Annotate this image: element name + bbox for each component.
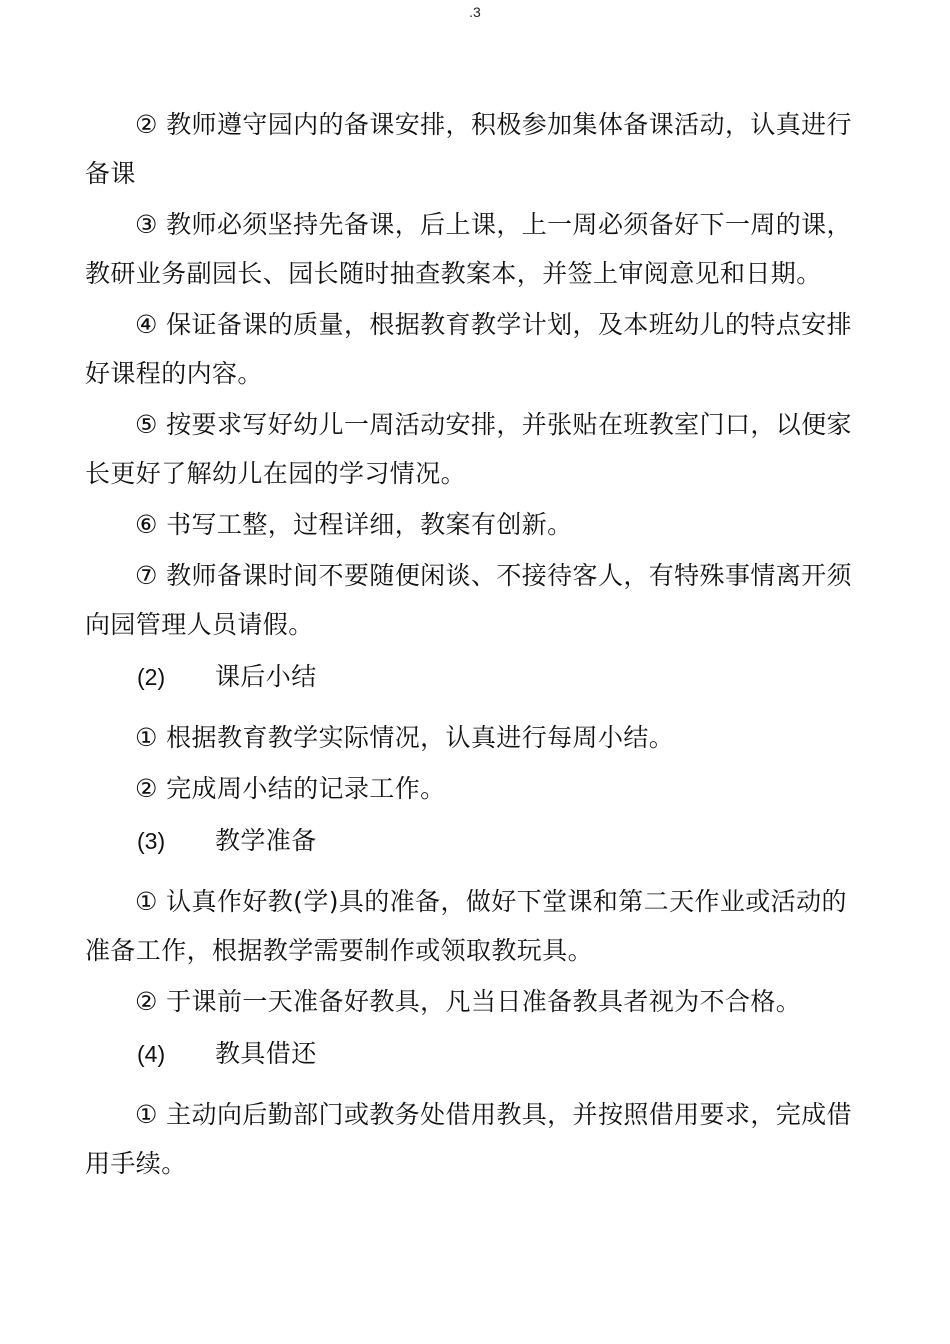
document-body: [85, 100, 865, 1190]
paragraph: ② 完成周小结的记录工作。: [135, 774, 446, 803]
paragraph: ① 主动向后勤部门或教务处借用教具，并按照借用要求，完成借用手续。: [85, 1100, 852, 1178]
paragraph: ④ 保证备课的质量，根据教育教学计划，及本班幼儿的特点安排好课程的内容。: [85, 310, 852, 388]
paragraph: ③ 教师必须坚持先备课，后上课，上一周必须备好下一周的课，教研业务副园长、园长随时抽查教案本，并签上审阅意见和日期。: [85, 210, 852, 288]
section-title: 教具借还: [215, 1039, 317, 1068]
section-number: (4): [137, 1041, 166, 1067]
section-heading: [137, 1034, 865, 1074]
section-title: 教学准备: [215, 826, 317, 855]
section-heading: [137, 821, 865, 861]
section-heading: [137, 657, 865, 697]
page-number: .3: [469, 4, 481, 20]
paragraph: ⑦ 教师备课时间不要随便闲谈、不接待客人，有特殊事情离开须向园管理人员请假。: [85, 561, 852, 639]
paragraph: ② 教师遵守园内的备课安排，积极参加集体备课活动，认真进行备课: [85, 110, 852, 188]
paragraph: ② 于课前一天准备好教具，凡当日准备教具者视为不合格。: [135, 987, 802, 1016]
paragraph: ① 根据教育教学实际情况，认真进行每周小结。: [135, 723, 675, 752]
section-number: (3): [137, 828, 166, 854]
section-number: (2): [137, 664, 166, 690]
paragraph: ① 认真作好教(学)具的准备，做好下堂课和第二天作业或活动的准备工作，根据教学需要制作或领取教玩具。: [85, 887, 847, 965]
section-title: 课后小结: [215, 662, 317, 691]
paragraph: ⑤ 按要求写好幼儿一周活动安排，并张贴在班教室门口，以便家长更好了解幼儿在园的学习情况。: [85, 410, 852, 488]
paragraph: ⑥ 书写工整，过程详细，教案有创新。: [135, 510, 573, 539]
